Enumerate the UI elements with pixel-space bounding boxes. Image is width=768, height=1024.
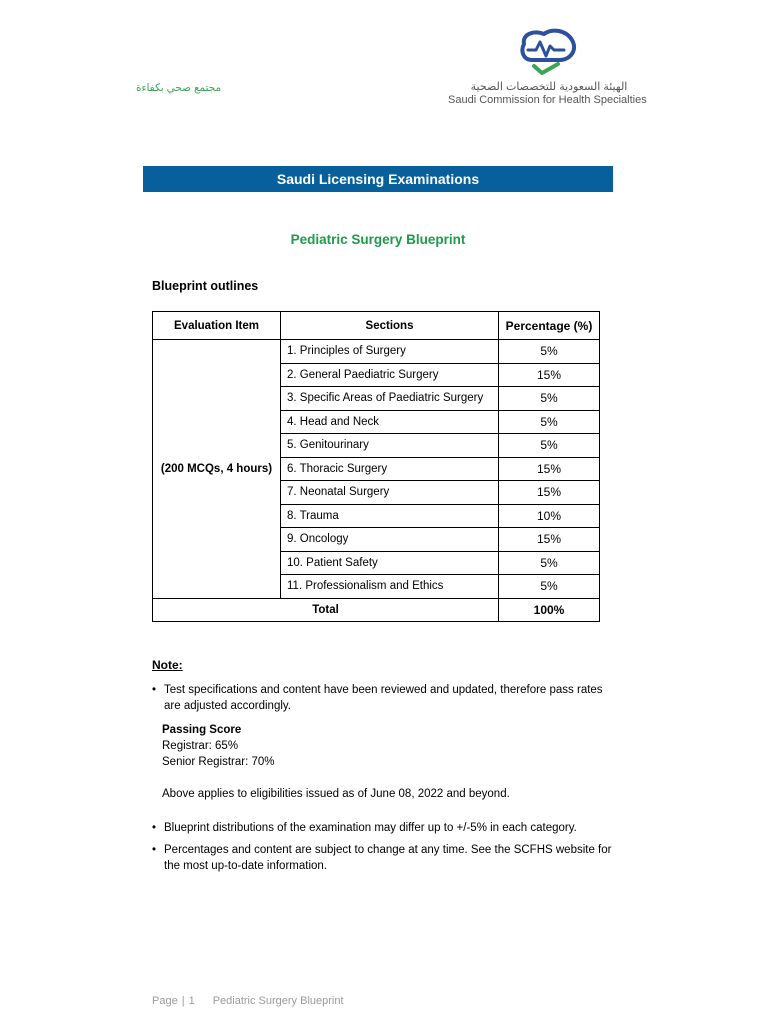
percent-cell: 5% xyxy=(499,551,600,575)
footer-doc-name: Pediatric Surgery Blueprint xyxy=(212,995,344,1007)
percent-cell: 5% xyxy=(499,434,600,458)
col-header-evaluation-item: Evaluation Item xyxy=(153,312,281,340)
section-cell: 1. Principles of Surgery xyxy=(281,340,499,364)
org-name-arabic: الهيئة السعودية للتخصصات الصحية xyxy=(470,81,628,93)
percent-cell: 5% xyxy=(499,387,600,411)
percent-cell: 5% xyxy=(499,575,600,599)
footer-page-number: 1 xyxy=(188,995,195,1007)
total-value: 100% xyxy=(499,598,600,622)
footer-separator: | xyxy=(181,995,185,1007)
org-name-english: Saudi Commission for Health Specialties xyxy=(448,94,647,106)
note-bullet-1: • Test specifications and content have been reviewed and updated, therefore pass rates are adjusted accordingly. xyxy=(152,682,612,714)
note-heading: Note: xyxy=(152,658,183,672)
evaluation-item-cell: (200 MCQs, 4 hours) xyxy=(153,340,281,599)
section-cell: 8. Trauma xyxy=(281,504,499,528)
col-header-percentage: Percentage (%) xyxy=(499,312,600,340)
senior-registrar-score: Senior Registrar: 70% xyxy=(162,756,275,768)
section-cell: 6. Thoracic Surgery xyxy=(281,457,499,481)
section-cell: 10. Patient Safety xyxy=(281,551,499,575)
percent-cell: 15% xyxy=(499,457,600,481)
percent-cell: 15% xyxy=(499,363,600,387)
table-row xyxy=(153,340,600,364)
total-label: Total xyxy=(153,598,499,622)
footer-page-label: Page xyxy=(152,995,178,1007)
applies-note: Above applies to eligibilities issued as of June 08, 2022 and beyond. xyxy=(162,788,510,800)
scfhs-logo-icon xyxy=(516,26,578,78)
passing-score-block xyxy=(152,722,612,770)
registrar-score: Registrar: 65% xyxy=(162,740,239,752)
note-bullet-3: • Percentages and content are subject to change at any time. See the SCFHS website for the most up-to-date information. xyxy=(152,842,612,874)
percent-cell: 5% xyxy=(499,340,600,364)
page-footer xyxy=(152,995,344,1007)
note-bullet-2: • Blueprint distributions of the examination may differ up to +/-5% in each category. xyxy=(152,820,612,836)
section-cell: 2. General Paediatric Surgery xyxy=(281,363,499,387)
blueprint-table xyxy=(152,311,600,622)
section-cell: 5. Genitourinary xyxy=(281,434,499,458)
table-header-row xyxy=(153,312,600,340)
table-total-row xyxy=(153,598,600,622)
section-cell: 9. Oncology xyxy=(281,528,499,552)
document-title: Pediatric Surgery Blueprint xyxy=(290,232,466,247)
percent-cell: 15% xyxy=(499,528,600,552)
col-header-sections: Sections xyxy=(281,312,499,340)
passing-score-title: Passing Score xyxy=(162,724,242,736)
section-cell: 11. Professionalism and Ethics xyxy=(281,575,499,599)
percent-cell: 15% xyxy=(499,481,600,505)
tagline: مجتمع صحي بكفاءة xyxy=(136,82,222,94)
exam-banner: Saudi Licensing Examinations xyxy=(143,166,613,192)
percent-cell: 10% xyxy=(499,504,600,528)
section-cell: 3. Specific Areas of Paediatric Surgery xyxy=(281,387,499,411)
section-cell: 7. Neonatal Surgery xyxy=(281,481,499,505)
section-cell: 4. Head and Neck xyxy=(281,410,499,434)
notes-section xyxy=(152,682,612,874)
blueprint-outlines-heading: Blueprint outlines xyxy=(152,279,259,293)
percent-cell: 5% xyxy=(499,410,600,434)
